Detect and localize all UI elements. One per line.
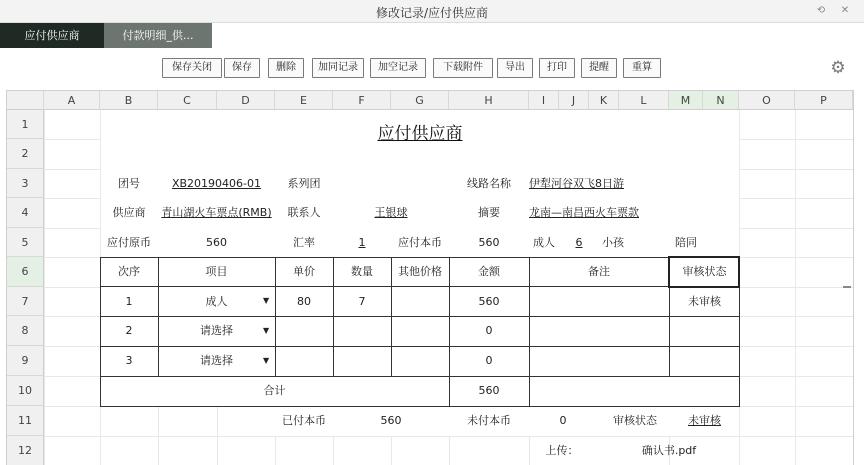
th-price: 单价 xyxy=(293,265,315,278)
add-empty-record-button[interactable]: 加空记录 xyxy=(370,58,426,78)
th-item: 项目 xyxy=(205,265,228,278)
download-attachment-button[interactable]: 下载附件 xyxy=(433,58,493,78)
th-status[interactable]: 审核状态 xyxy=(682,265,727,278)
adult-label: 成人 xyxy=(533,236,555,249)
column-header-o[interactable]: O xyxy=(739,91,795,110)
gridline xyxy=(45,316,100,317)
remind-button[interactable]: 提醒 xyxy=(581,58,617,78)
th-qty: 数量 xyxy=(351,265,373,278)
summary-label: 摘要 xyxy=(478,206,500,219)
close-icon[interactable]: ✕ xyxy=(840,5,850,16)
column-header-i[interactable]: I xyxy=(529,91,559,110)
add-same-record-button[interactable]: 加同记录 xyxy=(312,58,364,78)
gridline xyxy=(158,406,159,465)
gridline xyxy=(333,436,334,465)
upload-label: 上传： xyxy=(545,444,579,457)
gridline xyxy=(740,436,853,437)
total-amount: 560 xyxy=(478,384,500,397)
contact-value[interactable]: 王银球 xyxy=(374,206,408,219)
orig-currency-label: 应付原币 xyxy=(107,236,151,249)
row-header-1[interactable]: 1 xyxy=(7,110,44,139)
table-cell-qty[interactable]: 7 xyxy=(358,295,366,308)
contact-label: 联系人 xyxy=(287,206,321,219)
orig-currency-value: 560 xyxy=(206,236,227,249)
export-button[interactable]: 导出 xyxy=(497,58,533,78)
delete-button[interactable]: 删除 xyxy=(268,58,304,78)
gridline xyxy=(45,436,100,437)
column-header-g[interactable]: G xyxy=(391,91,449,110)
row-header-6[interactable]: 6 xyxy=(7,257,44,287)
supplier-value[interactable]: 青山湖火车票点(RMB) xyxy=(161,206,272,219)
adult-value[interactable]: 6 xyxy=(575,236,583,249)
row-header-12[interactable]: 12 xyxy=(7,436,44,465)
audit-value[interactable]: 未审核 xyxy=(688,414,721,427)
th-other-price: 其他价格 xyxy=(398,265,442,278)
unpaid-label: 未付本币 xyxy=(467,414,511,427)
gridline xyxy=(740,346,853,347)
column-header-b[interactable]: B xyxy=(100,91,158,110)
rate-value[interactable]: 1 xyxy=(358,236,366,249)
table-cell-seq: 2 xyxy=(125,324,133,337)
window-titlebar xyxy=(0,0,864,23)
column-header-l[interactable]: L xyxy=(619,91,669,110)
column-header-c[interactable]: C xyxy=(158,91,217,110)
gridline xyxy=(45,257,100,258)
gridline xyxy=(740,257,853,258)
th-note: 备注 xyxy=(588,265,610,278)
row-header-10[interactable]: 10 xyxy=(7,376,44,406)
supplier-label: 供应商 xyxy=(112,206,146,219)
tab-payment-detail[interactable]: 付款明细_供... xyxy=(104,23,212,48)
column-header-n[interactable]: N xyxy=(703,91,739,110)
column-header-h[interactable]: H xyxy=(449,91,529,110)
save-close-button[interactable]: 保存关闭 xyxy=(162,58,222,78)
table-cell-amount: 0 xyxy=(485,354,493,367)
spreadsheet xyxy=(6,90,854,465)
restore-icon[interactable]: ⟲ xyxy=(816,5,826,16)
gridline xyxy=(45,228,100,229)
row-header-2[interactable]: 2 xyxy=(7,139,44,169)
column-header-p[interactable]: P xyxy=(795,91,853,110)
gridline xyxy=(740,228,853,229)
row-header-7[interactable]: 7 xyxy=(7,287,44,316)
table-cell-seq: 3 xyxy=(125,354,133,367)
th-seq: 次序 xyxy=(118,265,140,278)
base-currency-label: 应付本币 xyxy=(398,236,442,249)
column-header-d[interactable]: D xyxy=(217,91,275,110)
print-button[interactable]: 打印 xyxy=(539,58,575,78)
summary-value[interactable]: 龙南—南昌西火车票款 xyxy=(529,206,639,219)
scrollbar-marker[interactable] xyxy=(843,286,851,288)
gridline xyxy=(740,198,853,199)
tab-payable-supplier[interactable]: 应付供应商 xyxy=(0,23,104,48)
route-value[interactable]: 伊犁河谷双飞8日游 xyxy=(529,177,624,190)
gridline xyxy=(45,346,100,347)
paid-label: 已付本币 xyxy=(282,414,326,427)
group-value[interactable]: XB20190406-01 xyxy=(171,177,262,190)
paid-value: 560 xyxy=(380,414,402,427)
row-header-5[interactable]: 5 xyxy=(7,228,44,257)
gridline xyxy=(45,406,100,407)
gridline xyxy=(740,316,853,317)
gridline xyxy=(449,436,450,465)
group-label: 团号 xyxy=(118,177,140,190)
gridline xyxy=(275,436,276,465)
gridline xyxy=(45,139,100,140)
row-header-11[interactable]: 11 xyxy=(7,406,44,436)
gridline xyxy=(45,376,100,377)
series-label: 系列团 xyxy=(287,177,321,190)
table-cell-price[interactable]: 80 xyxy=(297,295,311,308)
gear-icon[interactable]: ⚙ xyxy=(830,58,846,78)
audit-label: 审核状态 xyxy=(613,414,657,427)
column-header-a[interactable]: A xyxy=(44,91,100,110)
base-currency-value: 560 xyxy=(478,236,500,249)
item-select[interactable]: 成人 xyxy=(205,295,228,308)
gridline xyxy=(740,169,853,170)
dropdown-arrow-icon[interactable]: ▼ xyxy=(263,296,270,305)
column-header-k[interactable]: K xyxy=(589,91,619,110)
table-cell-amount: 0 xyxy=(485,324,493,337)
upload-file-link[interactable]: 确认书.pdf xyxy=(641,444,697,457)
sheet-corner[interactable] xyxy=(7,91,44,110)
column-header-j[interactable]: J xyxy=(559,91,589,110)
child-label: 小孩 xyxy=(602,236,624,249)
table-cell-seq: 1 xyxy=(125,295,133,308)
column-header-e[interactable]: E xyxy=(275,91,333,110)
gridline xyxy=(740,376,853,377)
row-header-4[interactable]: 4 xyxy=(7,198,44,228)
escort-label: 陪同 xyxy=(675,236,697,249)
window-title: 修改记录/应付供应商 xyxy=(375,6,489,20)
route-label: 线路名称 xyxy=(467,177,511,190)
dropdown-arrow-icon[interactable]: ▼ xyxy=(263,356,270,365)
rate-label: 汇率 xyxy=(293,236,315,249)
page-title: 应付供应商 xyxy=(377,124,463,144)
unpaid-value: 0 xyxy=(559,414,567,427)
row-header-3[interactable]: 3 xyxy=(7,169,44,198)
gridline xyxy=(740,287,853,288)
dropdown-arrow-icon[interactable]: ▼ xyxy=(263,326,270,335)
column-header-f[interactable]: F xyxy=(333,91,391,110)
column-header-m[interactable]: M xyxy=(669,91,703,110)
gridline xyxy=(45,287,100,288)
row-header-9[interactable]: 9 xyxy=(7,346,44,376)
recalculate-button[interactable]: 重算 xyxy=(623,58,661,78)
gridline xyxy=(740,139,853,140)
gridline xyxy=(45,169,100,170)
gridline xyxy=(45,198,100,199)
total-label: 合计 xyxy=(263,384,286,397)
item-select[interactable]: 请选择 xyxy=(200,354,233,367)
table-cell-status: 未审核 xyxy=(688,295,721,308)
th-amount: 金额 xyxy=(478,265,500,278)
table-cell-amount: 560 xyxy=(478,295,500,308)
gridline xyxy=(217,406,218,465)
row-header-8[interactable]: 8 xyxy=(7,316,44,346)
item-select[interactable]: 请选择 xyxy=(200,324,233,337)
gridline xyxy=(529,436,530,465)
gridline xyxy=(740,406,853,407)
gridline xyxy=(391,436,392,465)
save-button[interactable]: 保存 xyxy=(224,58,260,78)
tab-bar xyxy=(0,23,864,49)
